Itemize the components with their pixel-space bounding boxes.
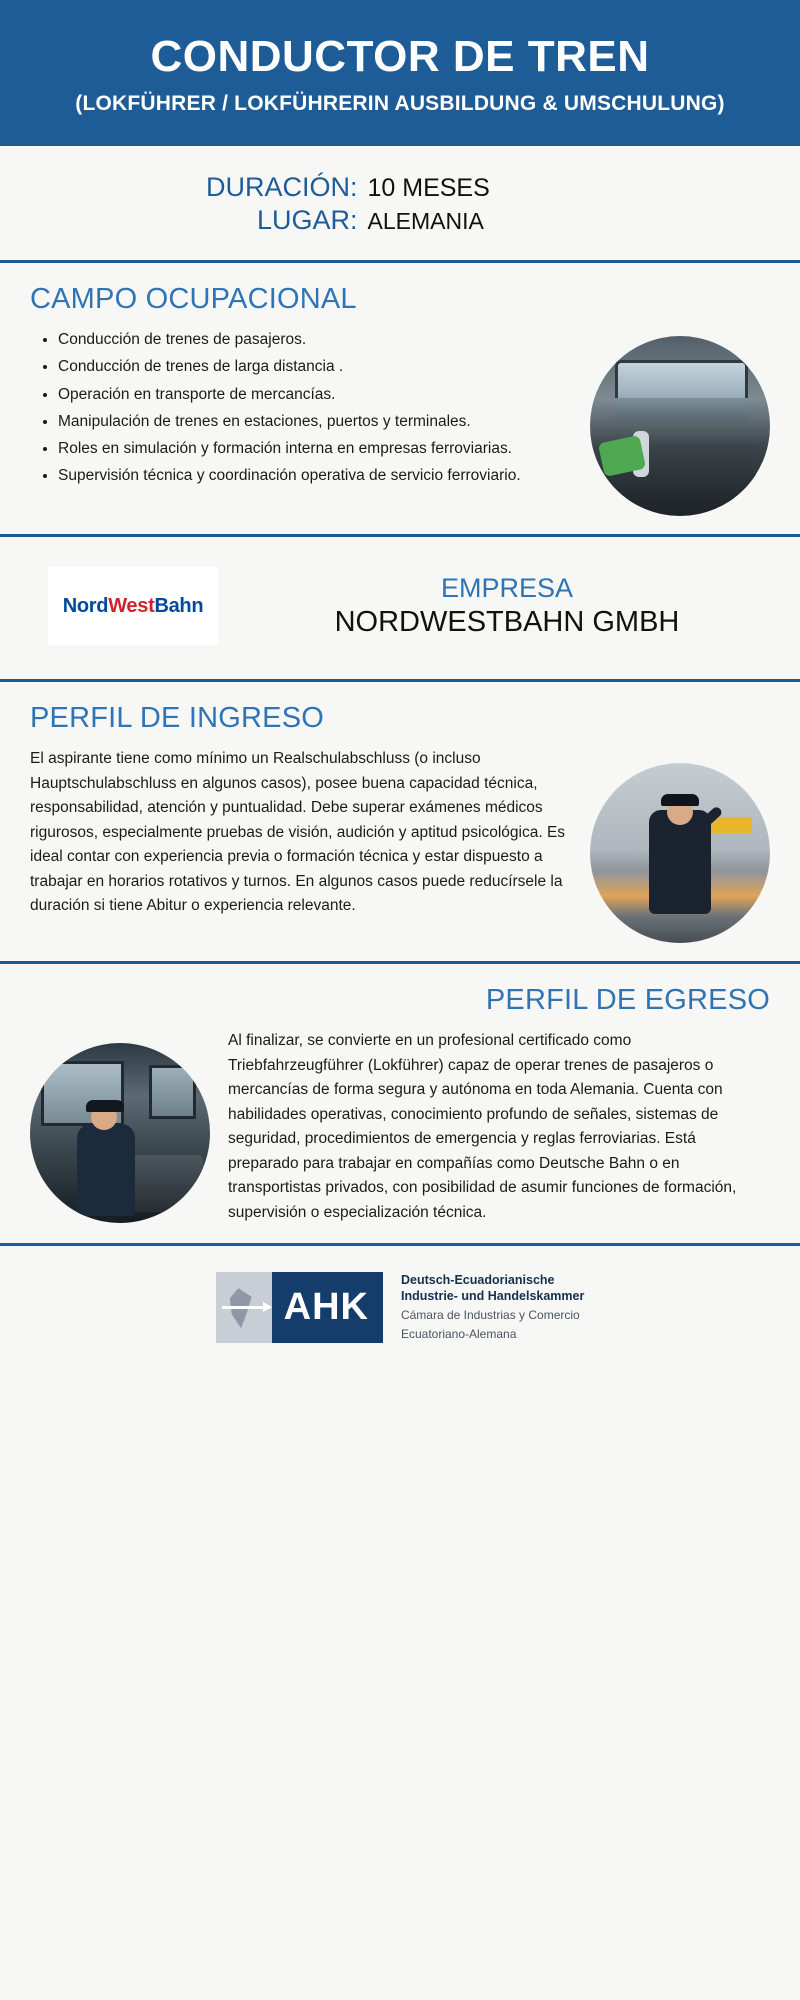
- driver-cap-shape: [86, 1100, 124, 1112]
- egreso-paragraph: Al finalizar, se convierte en un profesional certificado como Triebfahrzeugführer (Lokführer) capaz de operar trenes de pasajeros o mercancías de forma segura y autónoma en toda Alemania. Cuenta con habilidades operativas, conocimiento profundo de señales, sistemas de seguridad, procedimientos de emergencia y reglas ferroviarias. Está preparado para trabajar en compañías como Deutsche Bahn o en transportistas privados, con posibilidad de asumir funciones de formación, supervisión o especialización técnica.: [228, 1032, 737, 1221]
- ingreso-paragraph: El aspirante tiene como mínimo un Realschulabschluss (o incluso Hauptschulabschluss en algunos casos), posee buena capacidad técnica, responsabilidad, atención y puntualidad. Debe superar exámenes médicos rigurosos, especialmente pruebas de visión, audición y aptitud psicológica. Es ideal contar con experiencia previa o formación técnica y estar dispuesto a trabajar en horarios rotativos y turnos. En algunos casos puede reducírsele la duración si tiene Abitur o experiencia relevante.: [30, 750, 566, 915]
- ingreso-title: PERFIL DE INGRESO: [30, 702, 324, 735]
- arrow-icon: [222, 1306, 270, 1309]
- logo-part-bahn: Bahn: [154, 594, 204, 617]
- list-item: • Operación en transporte de mercancías.: [58, 383, 572, 406]
- list-item: • Manipulación de trenes en estaciones, puertos y terminales.: [58, 410, 572, 433]
- ahk-line-es-2: Ecuatoriano-Alemana: [400, 1327, 517, 1342]
- duration-row: [40, 172, 760, 203]
- egreso-title: PERFIL DE EGRESO: [485, 984, 770, 1017]
- ahk-logo: [216, 1272, 585, 1343]
- place-row: [40, 205, 760, 236]
- windshield-shape: [615, 360, 748, 421]
- logo-part-nord: Nord: [62, 594, 109, 617]
- ahk-acronym: AHK: [272, 1272, 383, 1343]
- ahk-line-de-1: Deutsch-Ecuadorianische: [400, 1273, 555, 1288]
- duration-label: DURACIÓN:: [205, 172, 358, 203]
- place-value: ALEMANIA: [367, 208, 484, 235]
- duration-value: 10 MESES: [367, 174, 490, 203]
- ahk-text-block: [397, 1272, 584, 1343]
- train-driver-photo: [590, 763, 770, 943]
- campo-list: [30, 328, 572, 492]
- campo-title: CAMPO OCUPACIONAL: [30, 283, 357, 316]
- list-item: • Conducción de trenes de pasajeros.: [58, 328, 572, 351]
- program-meta: [0, 146, 800, 260]
- driver-in-cab-photo: [30, 1043, 210, 1223]
- page-title: CONDUCTOR DE TREN: [150, 32, 650, 81]
- section-perfil-egreso: [0, 964, 800, 1243]
- driver-body-shape: [77, 1124, 135, 1216]
- ahk-line-de-2: Industrie- und Handelskammer: [400, 1289, 585, 1304]
- section-empresa: [0, 537, 800, 679]
- ahk-line-es-1: Cámara de Industrias y Comercio: [400, 1308, 580, 1323]
- footer: [0, 1246, 800, 1373]
- empresa-label: EMPRESA: [440, 573, 574, 604]
- train-cab-photo: [590, 336, 770, 516]
- cab-window-right-shape: [149, 1065, 196, 1119]
- map-icon: [216, 1272, 272, 1343]
- section-perfil-ingreso: [0, 682, 800, 961]
- cap-shape: [661, 794, 699, 806]
- place-label: LUGAR:: [256, 205, 358, 236]
- logo-part-west: West: [108, 594, 155, 617]
- ahk-mark: [216, 1272, 383, 1343]
- page-subtitle: (LOKFÜHRER / LOKFÜHRERIN AUSBILDUNG & UMSCHULUNG): [75, 92, 725, 116]
- list-item: • Conducción de trenes de larga distancia .: [58, 355, 572, 378]
- empresa-name: NORDWESTBAHN GMBH: [334, 606, 680, 639]
- header-banner: [0, 0, 800, 146]
- list-item: • Roles en simulación y formación interna en empresas ferroviarias.: [58, 437, 572, 460]
- section-campo-ocupacional: [0, 263, 800, 534]
- list-item: • Supervisión técnica y coordinación operativa de servicio ferroviario.: [58, 464, 572, 487]
- nordwestbahn-logo: [48, 567, 218, 645]
